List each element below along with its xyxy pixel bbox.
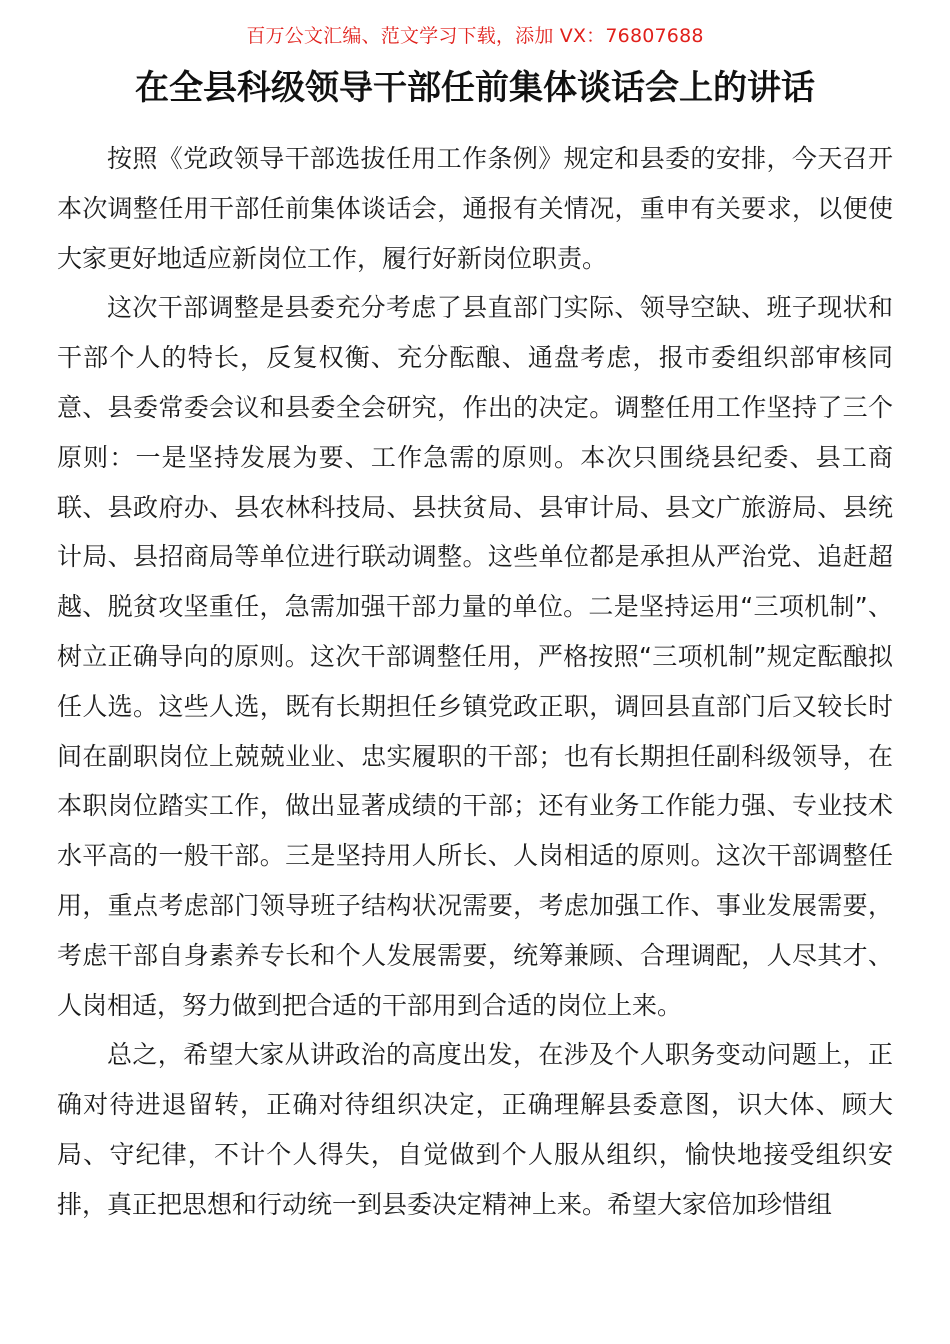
paragraph-conclusion: 总之，希望大家从讲政治的高度出发，在涉及个人职务变动问题上，正确对待进退留转，正确对待组织决定，正确理解县委意图，识大体、顾大局、守纪律，不计个人得失，自觉做到个人服从组织，愉快地接受组织安排，真正把思想和行动统一到县委决定精神上来。希望大家倍加珍惜组 bbox=[57, 1040, 893, 1219]
header-watermark-note: 百万公文汇编、范文学习下载，添加 VX：76807688 bbox=[246, 25, 704, 47]
paragraph-principles: 这次干部调整是县委充分考虑了县直部门实际、领导空缺、班子现状和干部个人的特长，反复权衡、充分酝酿、通盘考虑，报市委组织部审核同意、县委常委会议和县委全会研究，作出的决定。调整任用工作坚持了三个原则：一是坚持发展为要、工作急需的原则。本次只围绕县纪委、县工商联、县政府办、县农林科技局、县扶贫局、县审计局、县文广旅游局、县统计局、县招商局等单位进行联动调整。这些单位都是承担从严治党、追赶超越、脱贫攻坚重任，急需加强干部力量的单位。二是坚持运用“三项机制”、树立正确导向的原则。这次干部调整任用，严格按照“三项机制”规定酝酿拟任人选。这些人选，既有长期担任乡镇党政正职，调回县直部门后又较长时间在副职岗位上兢兢业业、忠实履职的干部；也有长期担任副科级领导，在本职岗位踏实工作，做出显著成绩的干部；还有业务工作能力强、专业技术水平高的一般干部。三是坚持用人所长、人岗相适的原则。这次干部调整任用，重点考虑部门领导班子结构状况需要，考虑加强工作、事业发展需要，考虑干部自身素养专长和个人发展需要，统筹兼顾、合理调配，人尽其才、人岗相适，努力做到把合适的干部用到合适的岗位上来。 bbox=[57, 293, 893, 1020]
paragraph-intro: 按照《党政领导干部选拔任用工作条例》规定和县委的安排，今天召开本次调整任用干部任前集体谈话会，通报有关情况，重申有关要求，以便使大家更好地适应新岗位工作，履行好新岗位职责。 bbox=[57, 144, 893, 273]
document-title: 在全县科级领导干部任前集体谈话会上的讲话 bbox=[135, 68, 815, 108]
document-body bbox=[57, 134, 893, 1230]
